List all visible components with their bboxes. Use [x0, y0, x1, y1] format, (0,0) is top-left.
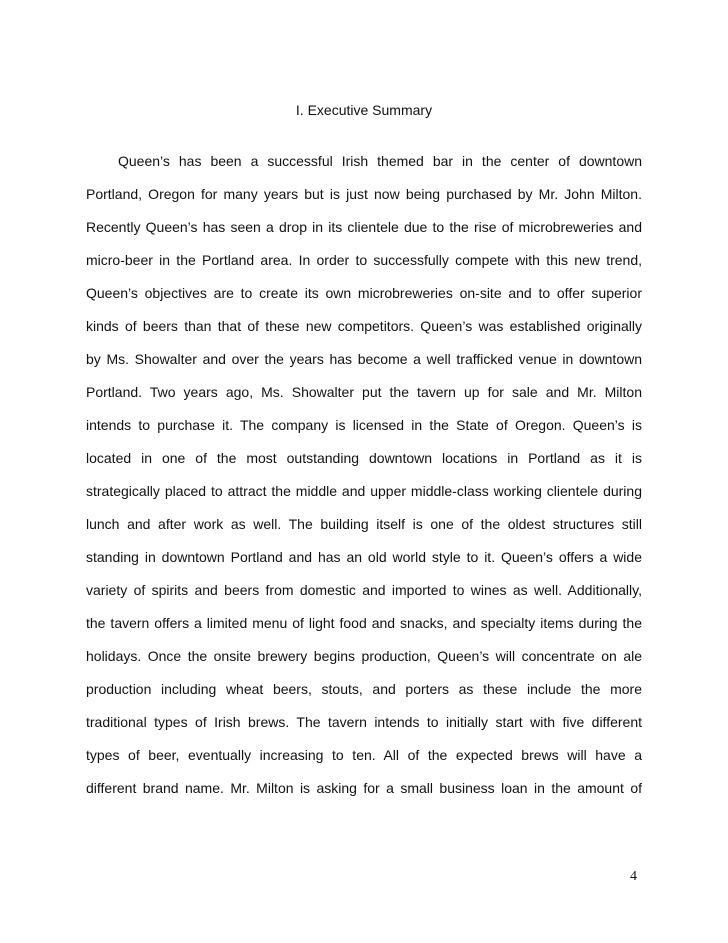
body-line-19: types of beer, eventually increasing to ten. All of the expected brews will have a	[86, 747, 642, 763]
body-line-18: traditional types of Irish brews. The tavern intends to initially start with five different	[86, 714, 642, 730]
body-line-15: the tavern offers a limited menu of light food and snacks, and specialty items during the	[86, 615, 642, 631]
section-heading: I. Executive Summary	[295, 102, 433, 118]
body-line-6: kinds of beers than that of these new competitors. Queen’s was established originally	[86, 318, 642, 334]
body-line-16: holidays. Once the onsite brewery begins production, Queen’s will concentrate on ale	[86, 648, 642, 664]
body-line-7: by Ms. Showalter and over the years has become a well trafficked venue in downtown	[86, 351, 642, 367]
body-line-8: Portland. Two years ago, Ms. Showalter put the tavern up for sale and Mr. Milton	[86, 384, 642, 400]
body-line-2: Portland, Oregon for many years but is just now being purchased by Mr. John Milton.	[86, 186, 642, 202]
body-line-3: Recently Queen’s has seen a drop in its clientele due to the rise of microbreweries and	[86, 219, 642, 235]
body-line-20: different brand name. Mr. Milton is asking for a small business loan in the amount of	[86, 780, 642, 796]
body-line-17: production including wheat beers, stouts, and porters as these include the more	[86, 681, 642, 697]
body-line-4: micro-beer in the Portland area. In order to successfully compete with this new trend,	[86, 252, 642, 268]
body-line-14: variety of spirits and beers from domestic and imported to wines as well. Additionally,	[86, 582, 642, 598]
body-line-5: Queen’s objectives are to create its own microbreweries on-site and to offer superior	[86, 285, 642, 301]
body-line-10: located in one of the most outstanding downtown locations in Portland as it is	[86, 450, 642, 466]
body-line-13: standing in downtown Portland and has an old world style to it. Queen’s offers a wide	[86, 549, 642, 565]
body-line-1: Queen’s has been a successful Irish themed bar in the center of downtown	[118, 153, 642, 169]
body-line-11: strategically placed to attract the middle and upper middle-class working clientele during	[86, 483, 642, 499]
page-number: 4	[630, 869, 637, 884]
body-line-9: intends to purchase it. The company is licensed in the State of Oregon. Queen’s is	[86, 417, 642, 433]
body-line-12: lunch and after work as well. The building itself is one of the oldest structures still	[86, 516, 642, 532]
